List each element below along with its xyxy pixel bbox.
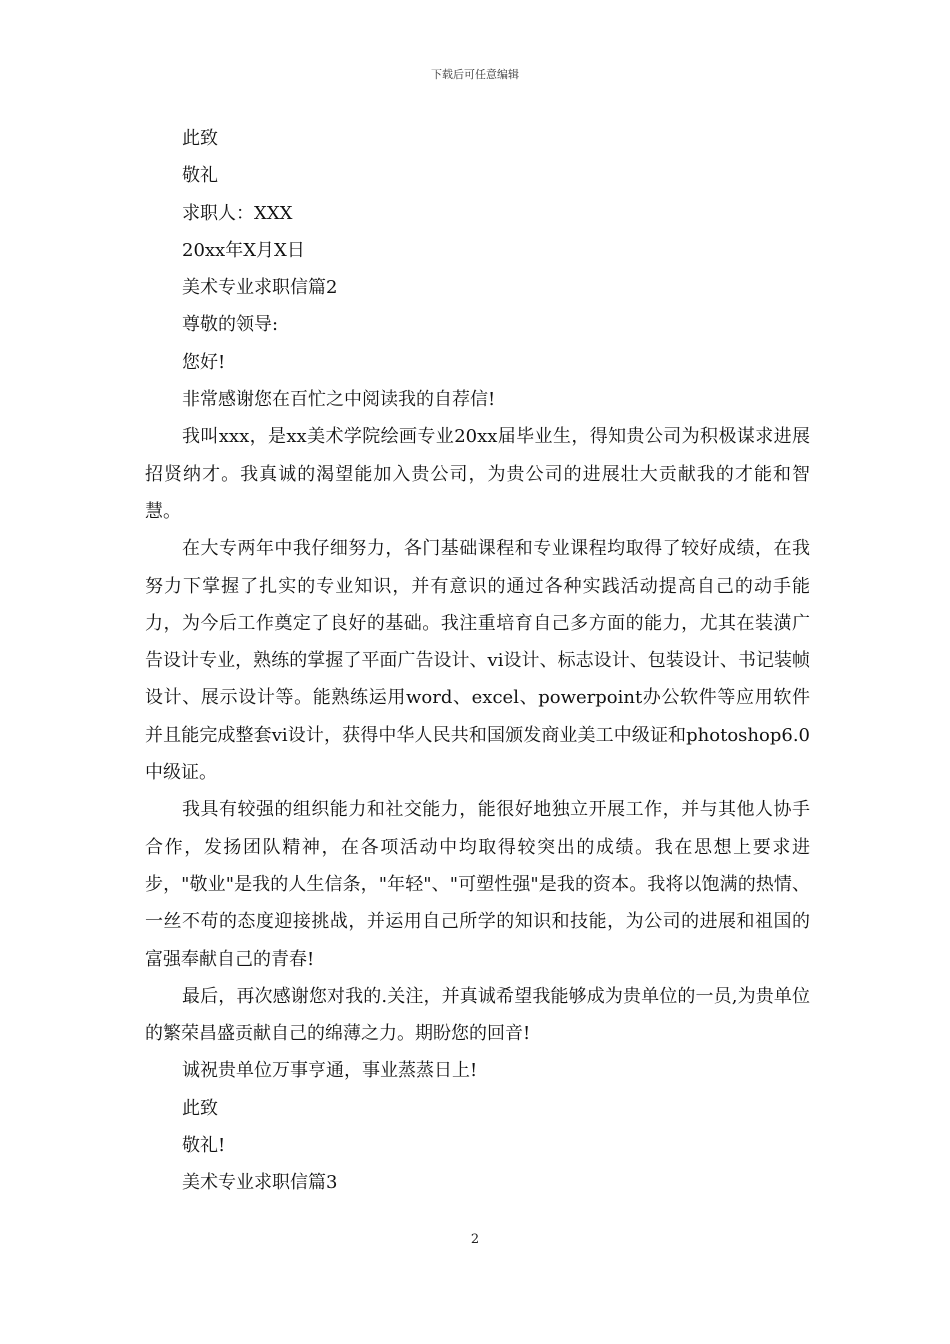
page-header: 下载后可任意编辑 bbox=[431, 68, 519, 81]
body-paragraph: 我叫xxx，是xx美术学院绘画专业20xx届毕业生，得知贵公司为积极谋求进展招贤纳才。我真诚的渴望能加入贵公司，为贵公司的进展壮大贡献我的才能和智慧。 bbox=[145, 426, 810, 522]
wishes-line: 诚祝贵单位万事亨通，事业蒸蒸日上! bbox=[182, 1060, 478, 1082]
greeting-line: 尊敬的领导: bbox=[182, 314, 279, 336]
section-title: 美术专业求职信篇2 bbox=[182, 277, 338, 299]
applicant-line: 求职人：XXX bbox=[182, 202, 293, 224]
thanks-line: 非常感谢您在百忙之中阅读我的自荐信! bbox=[182, 389, 496, 411]
body-paragraph: 在大专两年中我仔细努力，各门基础课程和专业课程均取得了较好成绩，在我努力下掌握了扎实的专业知识，并有意识的通过各种实践活动提高自己的动手能力，为今后工作奠定了良好的基础。我注重培育自己多方面的能力，尤其在装潢广告设计专业，熟练的掌握了平面广告设计、vi设计、标志设计、包装设计、书记装帧设计、展示设计等。能熟练运用word、excel、powerpoint办公软件等应用软件并且能完成整套vi设计，获得中华人民共和国颁发商业美工中级证和photoshop6.0中级证。 bbox=[145, 538, 810, 784]
hello-line: 您好! bbox=[182, 351, 226, 373]
section-title: 美术专业求职信篇3 bbox=[182, 1172, 338, 1194]
date-line: 20xx年X月X日 bbox=[182, 239, 305, 261]
body-paragraph: 最后，再次感谢您对我的.关注，并真诚希望我能够成为贵单位的一员,为贵单位的繁荣昌盛贡献自己的绵薄之力。期盼您的回音! bbox=[145, 985, 810, 1045]
closing-line: 此致 bbox=[182, 1097, 218, 1119]
salutation-line: 敬礼! bbox=[182, 1135, 226, 1157]
page-number: 2 bbox=[470, 1232, 480, 1247]
closing-line: 此致 bbox=[182, 128, 218, 149]
salutation-line: 敬礼 bbox=[182, 165, 218, 187]
body-paragraph: 我具有较强的组织能力和社交能力，能很好地独立开展工作，并与其他人协手合作，发扬团队精神，在各项活动中均取得较突出的成绩。我在思想上要求进步，"敬业"是我的人生信条，"年轻"、"可塑性强"是我的资本。我将以饱满的热情、一丝不苟的态度迎接挑战，并运用自己所学的知识和技能，为公司的进展和祖国的富强奉献自己的青春! bbox=[145, 799, 810, 970]
letter-body bbox=[145, 120, 810, 1202]
